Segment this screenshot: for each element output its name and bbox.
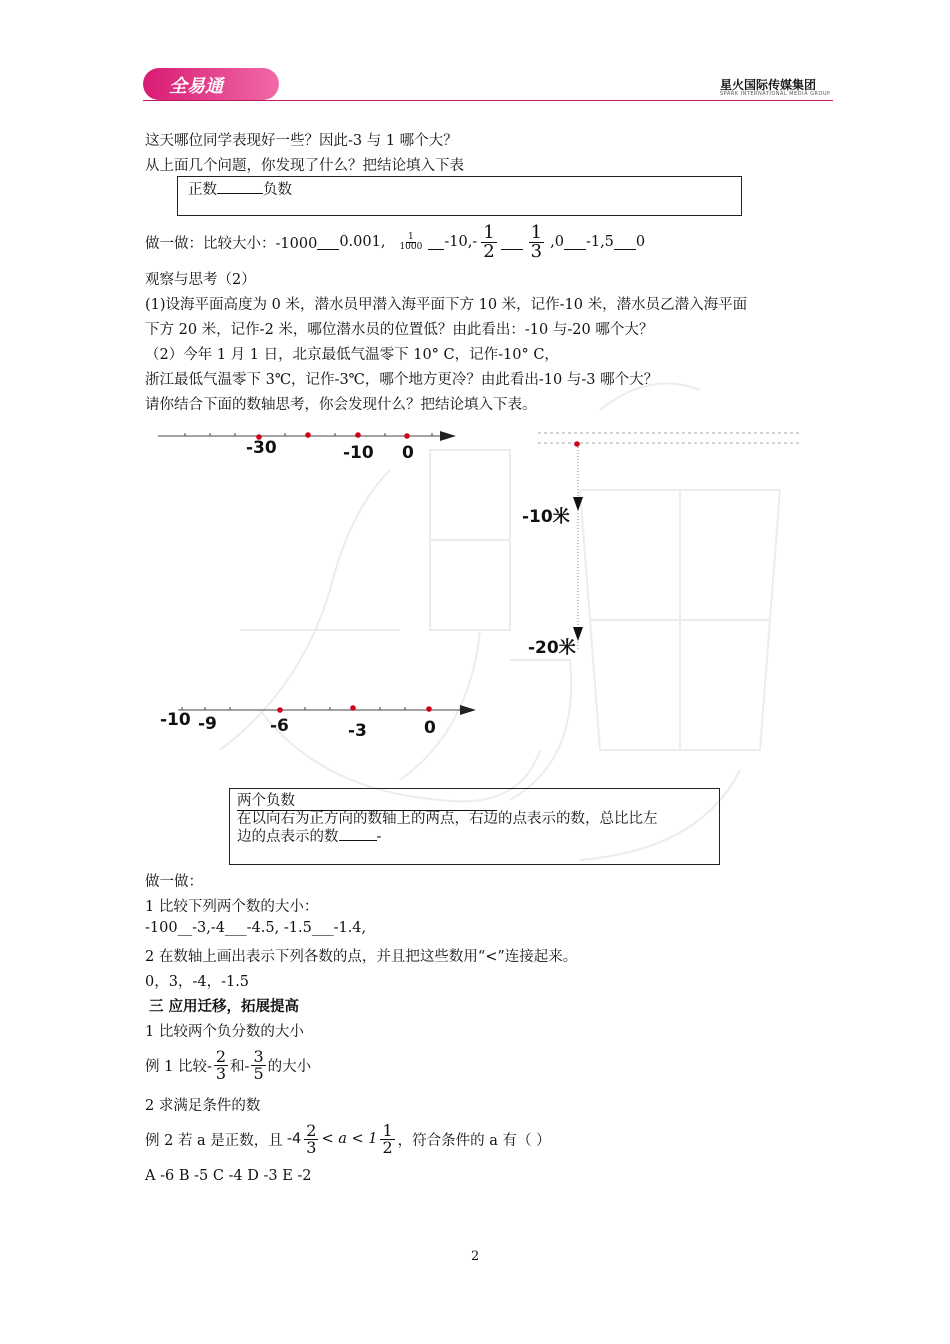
axis1-label: 0 bbox=[402, 443, 414, 463]
fraction: $\frac{1}{2}$ bbox=[483, 221, 495, 262]
box2-line3: 边的点表示的数 - bbox=[237, 825, 381, 846]
text-line: (1)设海平面高度为 0 米，潜水员甲潜入海平面下方 10 米，记作-10 米，潜水员乙潜入海平面 bbox=[145, 297, 748, 313]
brand-name-en: SPARK INTERNATIONAL MEDIA GROUP bbox=[720, 91, 831, 97]
text-line: （2）今年 1 月 1 日，北京最低气温零下 10° C，记作-10° C， bbox=[145, 347, 559, 363]
axis1-label: -30 bbox=[246, 438, 277, 458]
brand-name-cn: 星火国际传媒集团 bbox=[720, 78, 817, 92]
example2: 例 2 若 a 是正数，且 -4 $\frac{2}{3}$ < a < 1 $\frac{1}{2}$ ，符合条件的 a 有（ ） bbox=[145, 1120, 551, 1157]
depth-diagram bbox=[530, 425, 810, 665]
section3-sub1: 1 比较两个负分数的大小 bbox=[145, 1024, 304, 1040]
text-line: 下方 20 米，记作-2 米，哪位潜水员的位置低？由此看出：-10 与-20 哪个大？ bbox=[145, 322, 654, 338]
practice-q2: 2 在数轴上画出表示下列各数的点，并且把这些数用“<”连接起来。 bbox=[145, 949, 578, 965]
compare-text: -1,5 bbox=[585, 234, 614, 250]
text-line: 浙江最低气温零下 3℃，记作-3℃，哪个地方更冷？由此看出-10 与-3 哪个大？ bbox=[145, 372, 659, 388]
depth-label: -10米 bbox=[522, 507, 570, 527]
fill-blank[interactable] bbox=[614, 234, 636, 250]
axis-point bbox=[350, 705, 356, 711]
sea-level-point bbox=[574, 441, 580, 447]
section-heading: 观察与思考（2） bbox=[145, 272, 256, 288]
axis2-label: -9 bbox=[198, 714, 217, 734]
axis-point bbox=[305, 432, 311, 438]
fill-blank[interactable] bbox=[564, 234, 586, 250]
number-line-2 bbox=[170, 700, 490, 730]
brand-logo bbox=[143, 68, 279, 100]
compare-text: -10,- bbox=[444, 234, 478, 250]
box2-line2: 在以向右为正方向的数轴上的两点，右边的点表示的数，总比比左 bbox=[237, 811, 658, 827]
logo-text: 全易通 bbox=[169, 76, 223, 97]
negative-label: 负数 bbox=[263, 182, 292, 198]
fraction: $\frac{3}{5}$ bbox=[253, 1046, 264, 1083]
axis2-label: -3 bbox=[348, 721, 367, 741]
section3-title: 三 应用迁移，拓展提高 bbox=[149, 998, 300, 1015]
number-line-1 bbox=[150, 420, 470, 470]
text-line: 从上面几个问题，你发现了什么？把结论填入下表 bbox=[145, 158, 464, 174]
text-line: 这天哪位同学表现好一些？因此-3 与 1 哪个大？ bbox=[145, 133, 458, 149]
example1: 例 1 比较- $\frac{2}{3}$ 和- $\frac{3}{5}$ 的大小 bbox=[145, 1046, 312, 1083]
fraction: $\frac{1}{1000}$ bbox=[399, 231, 423, 252]
text-line: 请你结合下面的数轴思考，你会发现什么？把结论填入下表。 bbox=[145, 397, 537, 413]
practice-q1-body: -100__-3,-4___-4.5, -1.5___-1.4, bbox=[145, 920, 367, 936]
page-number: 2 bbox=[471, 1249, 480, 1264]
axis2-label: 0 bbox=[424, 718, 436, 738]
practice-title: 做一做： bbox=[145, 874, 203, 890]
fraction: $\frac{1}{2}$ bbox=[382, 1120, 393, 1157]
depth-label: -20米 bbox=[528, 638, 576, 658]
section3-sub2: 2 求满足条件的数 bbox=[145, 1098, 261, 1114]
fraction: $\frac{2}{3}$ bbox=[306, 1120, 317, 1157]
axis-point bbox=[426, 706, 432, 712]
fill-blank[interactable] bbox=[501, 234, 523, 250]
answer-options: A -6 B -5 C -4 D -3 E -2 bbox=[145, 1168, 312, 1184]
practice-q2-body: 0，3，-4，-1.5 bbox=[145, 974, 250, 990]
axis2-label: -10 bbox=[160, 710, 191, 730]
axis-point bbox=[404, 433, 410, 439]
axis1-label: -10 bbox=[343, 443, 374, 463]
fill-blank[interactable] bbox=[317, 234, 339, 250]
axis-point bbox=[277, 707, 283, 713]
conclusion-box-1-text bbox=[188, 178, 292, 199]
compare-line bbox=[145, 222, 645, 262]
compare-text: 0 bbox=[635, 234, 646, 250]
header-rule bbox=[143, 100, 833, 101]
practice-q1: 1 比较下列两个数的大小： bbox=[145, 899, 319, 915]
axis-point bbox=[355, 432, 361, 438]
fraction: $\frac{2}{3}$ bbox=[215, 1046, 227, 1083]
fill-blank[interactable] bbox=[428, 234, 444, 250]
fill-blank[interactable] bbox=[217, 179, 263, 195]
compare-text: ,0 bbox=[550, 234, 564, 250]
fraction: $\frac{1}{3}$ bbox=[530, 221, 543, 262]
positive-label: 正数 bbox=[188, 182, 217, 198]
compare-prefix: 做一做：比较大小：-1000 bbox=[145, 235, 318, 252]
compare-text: 0.001, bbox=[339, 234, 386, 250]
axis2-label: -6 bbox=[270, 716, 289, 736]
fill-blank[interactable] bbox=[339, 826, 377, 842]
box2-line1: 两个负数 bbox=[237, 789, 497, 811]
